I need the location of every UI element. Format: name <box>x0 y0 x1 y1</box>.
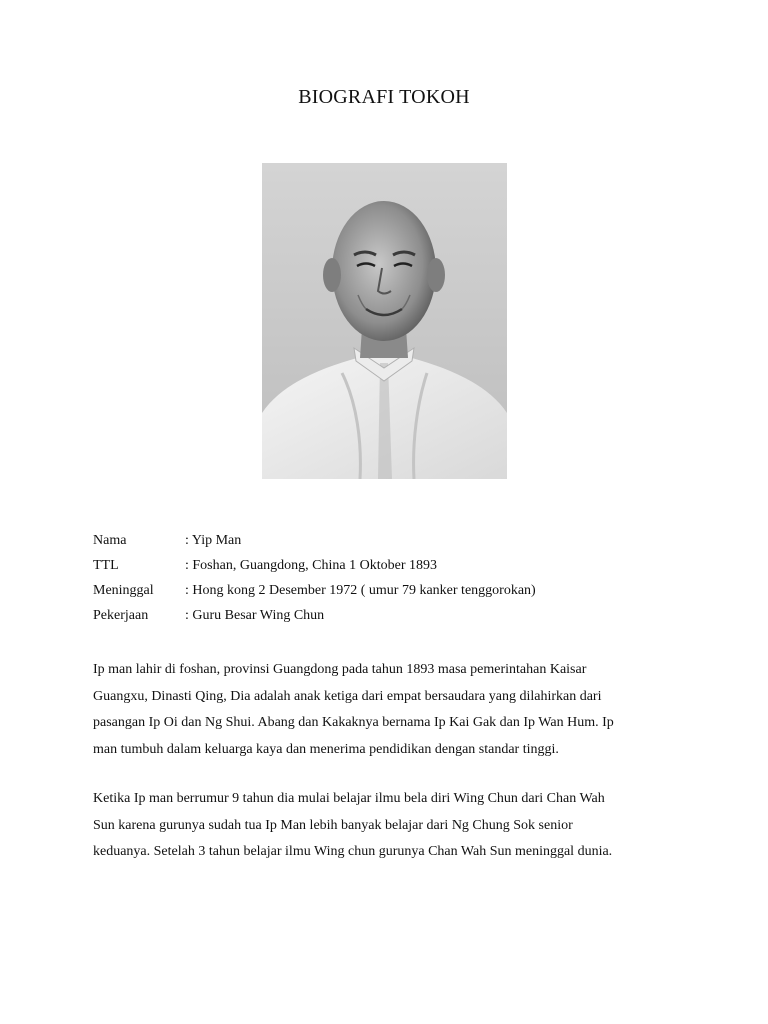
portrait-illustration <box>262 163 507 479</box>
biography-paragraph-1 <box>93 657 693 763</box>
biodata-row <box>93 603 536 628</box>
biodata-label: TTL <box>93 557 119 573</box>
biodata-label: Pekerjaan <box>93 607 149 623</box>
paragraph-line: Ketika Ip man berrumur 9 tahun dia mulai belajar ilmu bela diri Wing Chun dari Chan Wah <box>93 791 605 806</box>
biodata-value: : Foshan, Guangdong, China 1 Oktober 1893 <box>185 557 437 573</box>
biodata-label: Nama <box>93 532 127 548</box>
paragraph-line: keduanya. Setelah 3 tahun belajar ilmu Wing chun gurunya Chan Wah Sun meninggal dunia. <box>93 844 613 859</box>
portrait-photo <box>262 163 507 479</box>
biography-paragraph-2 <box>93 786 693 866</box>
paragraph-line: man tumbuh dalam keluarga kaya dan menerima pendidikan dengan standar tinggi. <box>93 741 559 757</box>
biodata-row <box>93 528 536 553</box>
biodata-label: Meninggal <box>93 582 154 598</box>
page-title: BIOGRAFI TOKOH <box>298 86 470 108</box>
paragraph-line: Ip man lahir di foshan, provinsi Guangdong pada tahun 1893 masa pemerintahan Kaisar <box>93 662 587 677</box>
biodata-value: : Hong kong 2 Desember 1972 ( umur 79 kanker tenggorokan) <box>185 582 536 598</box>
biodata-row <box>93 553 536 578</box>
biodata-value: : Yip Man <box>185 532 242 548</box>
paragraph-line: Guangxu, Dinasti Qing, Dia adalah anak ketiga dari empat bersaudara yang dilahirkan dari <box>93 688 602 704</box>
paragraph-line: Sun karena gurunya sudah tua Ip Man lebih banyak belajar dari Ng Chung Sok senior <box>93 817 573 833</box>
biodata-value: : Guru Besar Wing Chun <box>185 607 325 623</box>
biodata-table <box>93 528 536 628</box>
biodata-row <box>93 578 536 603</box>
paragraph-line: pasangan Ip Oi dan Ng Shui. Abang dan Kakaknya bernama Ip Kai Gak dan Ip Wan Hum. Ip <box>93 715 614 730</box>
